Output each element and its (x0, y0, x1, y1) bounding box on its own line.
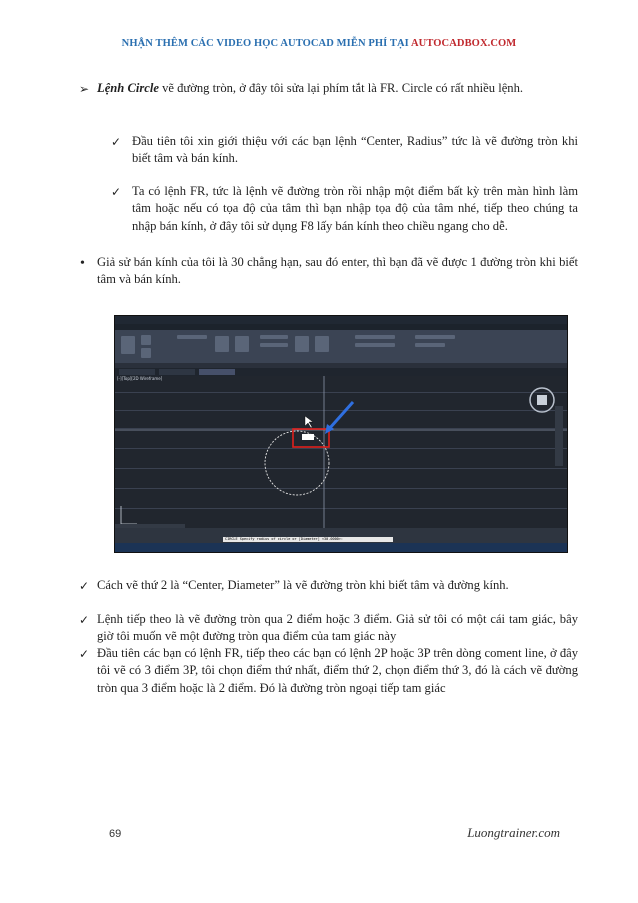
page-header (0, 38, 638, 49)
command-line (223, 537, 393, 542)
load-icon (295, 336, 309, 352)
list-item: Giả sử bán kính của tôi là 30 chẳng hạn, sau đó enter, thì bạn đã vẽ được 1 đường tròn khi biết tâm và bán kính. (97, 255, 578, 287)
properties-icon (215, 336, 229, 352)
insert-icon (260, 335, 288, 339)
footer-site: Luongtrainer.com (467, 825, 560, 840)
match-icon (235, 336, 249, 352)
draw-icon (121, 336, 135, 354)
dot-bullet-icon: • (80, 256, 85, 271)
check-icon: ✓ (111, 185, 122, 199)
viewport-label: [-][Top][2D Wireframe] (117, 376, 163, 381)
list-item: Đầu tiên tôi xin giới thiệu với các bạn lệnh “Center, Radius” tức là vẽ đường tròn khi biết tâm và bán kính. (132, 134, 578, 166)
export-icon (260, 343, 288, 347)
drawing-svg (115, 376, 567, 528)
run-icon (315, 336, 329, 352)
section-lenh-circle (97, 80, 578, 97)
list-item: Cách vẽ thứ 2 là “Center, Diameter” là vẽ đường tròn khi biết tâm và đường kính. (97, 578, 509, 592)
circle-icon (141, 348, 151, 358)
section-text: vẽ đường tròn, ở đây tôi sửa lại phím tắt là FR. Circle có rất nhiều lệnh. (158, 81, 524, 95)
file-tabs (115, 368, 567, 376)
layer-dropdown (177, 335, 207, 339)
header-site-link[interactable]: AUTOCADBOX.COM (410, 38, 517, 49)
layer-translator-icon (415, 335, 455, 339)
drawing-area (115, 376, 567, 528)
line-icon (141, 335, 151, 345)
check-standards-icon (415, 343, 445, 347)
arrow-bullet-icon: ➢ (79, 82, 90, 96)
windows-taskbar (115, 543, 567, 552)
file-tab-active (199, 369, 235, 375)
check-icon: ✓ (79, 579, 90, 593)
title-bar (115, 316, 567, 324)
check-icon: ✓ (111, 135, 122, 149)
page-number: 69 (109, 828, 122, 840)
list-item: Ta có lệnh FR, tức là lệnh vẽ đường tròn rồi nhập một điểm bất kỳ trên màn hình làm tâm hoặc nếu có tọa độ của tâm thì bạn nhập tọa độ của tâm nhé, tiếp theo chúng ta nhập bán kính, ở đây tôi sử dụng F8 lấy bán kính theo chiều ngang cho dễ. (132, 184, 578, 233)
file-tab (159, 369, 195, 375)
command-text: CIRCLE Specify radius of circle or [Diameter] <30.0000>: (225, 537, 344, 541)
ribbon (115, 330, 567, 364)
vba-icon (355, 343, 395, 347)
file-tab (119, 369, 155, 375)
check-icon: ✓ (79, 647, 90, 661)
list-item: Lệnh tiếp theo là vẽ đường tròn qua 2 điểm hoặc 3 điểm. Giả sử tôi có một cái tam giác, bây giờ tôi muốn vẽ một đường tròn qua điểm của tam giác này (97, 612, 578, 644)
autocad-screenshot (114, 315, 568, 553)
list-item: Đầu tiên các bạn có lệnh FR, tiếp theo các bạn có lệnh 2P hoặc 3P trên dòng coment line, ở đây tôi vẽ có 3 điểm 3P, tôi chọn điểm thứ nhất, điểm thứ 2, chọn điểm thứ 3, đó là cách vẽ đường tròn qua 3 điểm hoặc là 2 điểm. Đó là đường tròn ngoại tiếp tam giác (97, 646, 578, 695)
header-text: NHẬN THÊM CÁC VIDEO HỌC AUTOCAD MIỄN PHÍ TẠI (121, 38, 411, 49)
check-icon: ✓ (79, 613, 90, 627)
visual-lisp-icon (355, 335, 395, 339)
section-title: Lệnh Circle (97, 81, 159, 95)
